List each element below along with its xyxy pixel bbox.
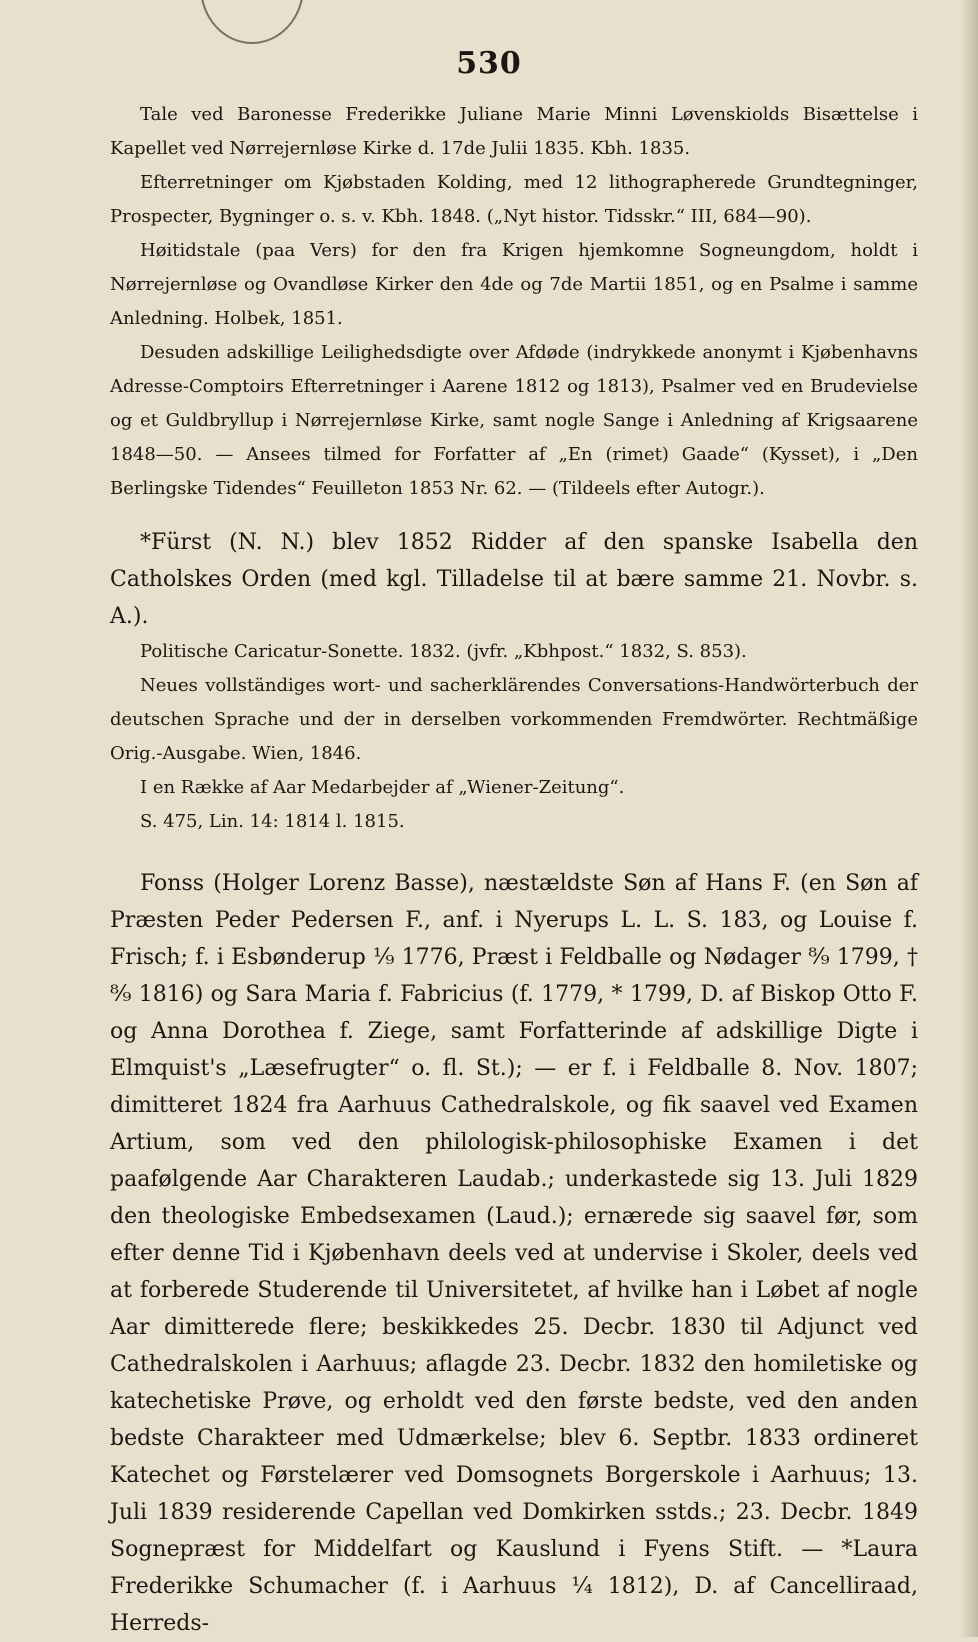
entry-tale: Tale ved Baronesse Frederikke Juliane Marie Minni Løvenskiolds Bisættelse i Kapellet ved Nørrejernløse Kirke d. 17de Julii 1835. Kbh. 1835. [110,104,918,159]
entry-furst-heading: *Fürst (N. N.) blev 1852 Ridder af den spanske Isabella den Catholskes Orden (med kgl. Tilladelse til at bære samme 21. Novbr. s. A.). [110,530,918,629]
entry-raekke: I en Række af Aar Medarbejder af „Wiener-Zeitung“. [140,777,625,798]
entry-hoitidstale: Høitidstale (paa Vers) for den fra Krigen hjemkomne Sogneungdom, holdt i Nørrejernløse og Ovandløse Kirker den 4de og 7de Martii 1851, og en Psalme i samme Anledning. Holbek, 1851. [110,240,918,329]
section-gap [110,506,918,524]
entry-side: S. 475, Lin. 14: 1814 l. 1815. [140,811,405,832]
page-number: 530 [456,46,522,81]
section-gap [110,839,918,865]
entry-fons-biography: Fonss (Holger Lorenz Basse), næstældste Søn af Hans F. (en Søn af Præsten Peder Pedersen F., anf. i Nyerups L. L. S. 183, og Louise f. Frisch; f. i Esbønderup ¹⁄₉ 1776, Præst i Feldballe og Nødager ⁸⁄₉ 1799, † ⁸⁄₉ 1816) og Sara Maria f. Fabricius (f. 1779, * 1799, D. af Biskop Otto F. og Anna Dorothea f. Ziege, samt Forfatterinde af adskillige Digte i Elmquist's „Læsefrugter“ o. fl. St.); — er f. i Feldballe 8. Nov. 1807; dimitteret 1824 fra Aarhuus Cathedralskole, og fik saavel ved Examen Artium, som ved den philologisk-philosophiske Examen i det paafølgende Aar Charakteren Laudab.; underkastede sig 13. Juli 1829 den theologiske Embedsexamen (Laud.); ernærede sig saavel før, som efter denne Tid i Kjøbenhavn deels ved at undervise i Skoler, deels ved at forberede Studerende til Universitetet, af hvilke han i Løbet af nogle Aar dimitterede flere; beskikkedes 25. Decbr. 1830 til Adjunct ved Cathedralskolen i Aarhuus; aflagde 23. Decbr. 1832 den homiletiske og katechetiske Prøve, og erholdt ved den første bedste, ved den anden bedste Charakteer med Udmærkelse; blev 6. Septbr. 1833 ordineret Katechet og Førstelærer ved Domsognets Borgerskole i Aarhuus; 13. Juli 1839 residerende Capellan ved Domkirken sstds.; 23. Decbr. 1849 Sognepræst for Middelfart og Kauslund i Fyens Stift. — *Laura Frederikke Schumacher (f. i Aarhuus ¹⁄₄ 1812), D. af Cancelliraad, Herreds- [110,871,918,1636]
entry-desuden: Desuden adskillige Leilighedsdigte over Afdøde (indrykkede anonymt i Kjøbenhavns Adresse-Comptoirs Efterretninger i Aarene 1812 og 1813), Psalmer ved en Brudevielse og et Guldbryllup i Nørrejernløse Kirke, samt nogle Sange i Anledning af Krigsaarene 1848—50. — Ansees tilmed for Forfatter af „En (rimet) Gaade“ (Kysset), i „Den Berlingske Tidendes“ Feuilleton 1853 Nr. 62. — (Tildeels efter Autogr.). [110,342,918,499]
page-edge-shadow [960,0,978,1637]
entry-efterretninger: Efterretninger om Kjøbstaden Kolding, med 12 lithographerede Grundtegninger, Prospecter, Bygninger o. s. v. Kbh. 1848. („Nyt histor. Tidsskr.“ III, 684—90). [110,172,918,227]
entry-neues: Neues vollständiges wort- und sacherklärendes Conversations-Handwörterbuch der deutschen Sprache und der in derselben vorkommenden Fremdwörter. Rechtmäßige Orig.-Ausgabe. Wien, 1846. [110,675,918,764]
page-body [110,98,918,1642]
binding-hole-mark [200,0,304,44]
entry-politische: Politische Caricatur-Sonette. 1832. (jvfr. „Kbhpost.“ 1832, S. 853). [140,641,747,662]
